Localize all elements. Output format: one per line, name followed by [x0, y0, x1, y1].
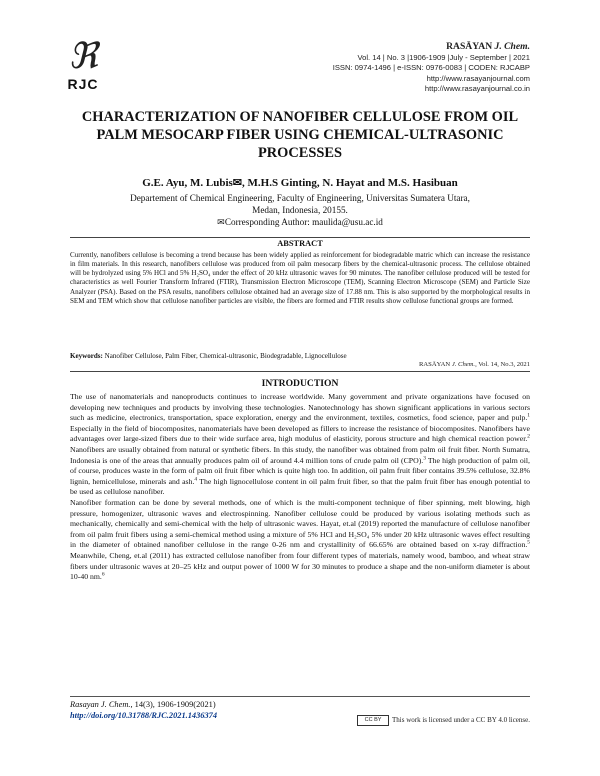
- introduction-heading: INTRODUCTION: [261, 378, 339, 389]
- abstract-heading: ABSTRACT: [70, 239, 530, 248]
- volume-line: Vol. 14 | No. 3 |1906-1909 |July - September | 2021: [357, 53, 530, 62]
- cc-license-icon[interactable]: CC BY: [357, 715, 389, 726]
- paper-title: CHARACTERIZATION OF NANOFIBER CELLULOSE FROM OIL PALM MESOCARP FIBER USING CHEMICAL-ULTRASONIC PROCESSES: [81, 109, 519, 161]
- keywords: Keywords: Nanofiber Cellulose, Palm Fiber, Chemical-ultrasonic, Biodegradable, Lignocellulose: [70, 352, 347, 360]
- corresponding-author[interactable]: Corresponding Author: maulida@usu.ac.id: [224, 217, 383, 227]
- journal-name: RASĀYAN J. Chem.: [446, 41, 530, 52]
- doi-link[interactable]: http://doi.org/10.31788/RJC.2021.1436374: [70, 711, 218, 720]
- paragraph-1: The use of nanomaterials and nanoproducts continues to increase worldwide. Many government and private organizations have focused on developing new techniques and products by involving these technologies. Nanotechnology has shown significant applications in various sectors such as medicine, electronics, transportation, space exploration, energy and the environment, textiles, cosmetics, food science, paper and pulp.$^1$ Especially in the field of biocomposites, nanomaterials have been developed as fillers to increase the resistance of biocomposites. Nanofibers have advantages over large-sized fibers due to their wide surface area, high modulus of elasticity, porous structure and high chemical reaction power.$^2$ Nanofibers are usually obtained from natural or synthetic fibers. In this study, the nanofiber was obtained from palm oil fruit fiber. North Sumatra, Indonesia is one of the areas that annually produces palm oil of around 4.4 million tons of crude palm oil (CPO).$^3$ The high production of palm oil, of course, produces waste in the form of palm oil fruit fiber which is quite high too. In addition, oil palm fruit fiber contains 39.5% cellulose, 32.8% lignin, hemicellulose, minerals and ash.$^4$ The high lignocellulose content in oil palm fruit fiber, so that the palm fruit fiber has enough potential to be used as cellulose nanofiber.: [70, 392, 530, 497]
- introduction-body: [70, 392, 530, 583]
- journal-logo: [64, 38, 102, 92]
- issn-line: ISSN: 0974-1496 | e-ISSN: 0976-0083 | CODEN: RJCABP: [332, 63, 530, 73]
- journal-info: [333, 40, 530, 94]
- email-icon: ✉: [232, 177, 242, 189]
- citation-line: RASĀYAN J. Chem., Vol. 14, No.3, 2021: [70, 361, 530, 368]
- journal-url-2[interactable]: http://www.rasayanjournal.co.in: [424, 83, 530, 93]
- paragraph-2: Nanofiber formation can be done by several methods, one of which is the multi-component technique of fiber spinning, melt blowing, high pressure, homogenizer, ultrasonic waves and electrospinning. Nanofiber cellulose could be produced by various isolating methods such as mechanically, chemically and semi-chemical with the help of ultrasonic waves. Hayat, et.al (2019) reported the manufacture of cellulose nanofiber from oil palm fruit fibers using a semi-chemical method using a mixture of 5% HCl and H₂SO₄ 5% under 20 kHz ultrasonic waves effect resulting in the diameter of obtained nanofiber cellulose in the range 0-26 nm and crystallinity of 66.65% are obtained based on x-ray diffraction.$^5$ Meanwhile, Cheng, et.al (2011) has extracted cellulose nanofiber from four different types of materials, namely wood, bamboo, and wheat straw fibers under ultrasonic waves at 20–25 kHz and output power of 1000 W for 30 minutes to produce a shape and the non-uniform diameter is about 10-40 nm.$^6$: [70, 497, 530, 582]
- logo-text: RJC: [67, 76, 99, 92]
- journal-url-1[interactable]: http://www.rasayanjournal.com: [426, 73, 530, 83]
- logo-emblem: ℜ: [68, 36, 98, 76]
- license-note: CC BY This work is licensed under a CC BY 4.0 license.: [357, 715, 530, 726]
- footer-divider: [70, 696, 530, 697]
- affiliation: Departement of Chemical Engineering, Faculty of Engineering, Universitas Sumatera Utara, Medan, Indonesia, 20155. ✉Corresponding Author: maulida@usu.ac.id: [130, 193, 470, 227]
- abstract-text: Currently, nanofibers cellulose is becoming a trend because has been widely applied as reinforcement for biodegradable matric which can increase the resistance in film materials. In this research, nanofibers cellulose was produced from oil palm mesocarp fibers by the chemical-ultrasonic process. The cellulose obtained will be hydrolyzed using 5% HCl and 5% H₂SO₄ under the effect of 20 kHz ultrasonic waves for 90 minutes. The nanofiber cellulose produced will be tested for characteristics as well Fourier Transform Infrared (FTIR), Transmission Electron Microscope (TEM), Scanning Electron Microscope (SEM) and Particle Size Analyzer (PSA). Based on the PSA results, nanofibers cellulose obtained had an average size of 17.88 nm. This is also supported by the morphological results in SEM and TEM which show that cellulose nanofiber particles are visible, the fibers are formed and FTIR results show cellulose functional groups are formed.: [70, 251, 530, 305]
- author-list: G.E. Ayu, M. Lubis✉, M.H.S Ginting, N. Hayat and M.S. Hasibuan: [142, 177, 458, 189]
- email-icon: ✉: [217, 217, 225, 227]
- footer-citation: Rasayan J. Chem., 14(3), 1906-1909(2021): [70, 700, 216, 709]
